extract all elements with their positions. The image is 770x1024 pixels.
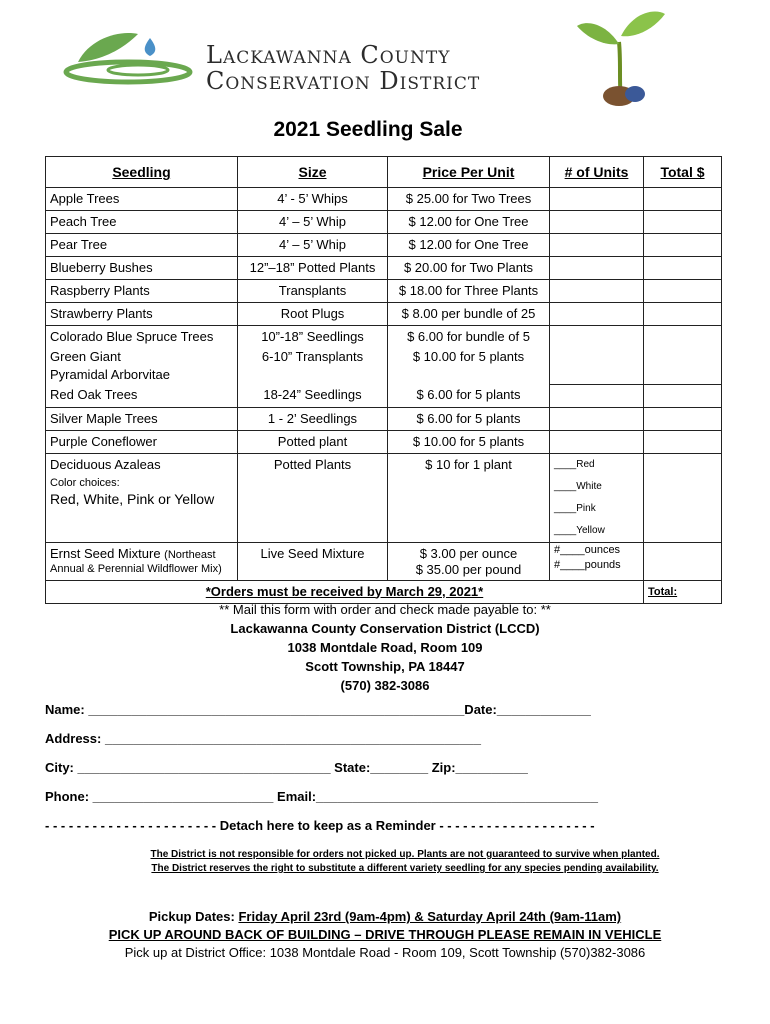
seedling-size: 1 - 2’ Seedlings: [238, 407, 388, 430]
units-red-field[interactable]: ____Red: [554, 458, 595, 470]
units-cell[interactable]: [550, 211, 644, 234]
seedling-size: Transplants: [238, 280, 388, 303]
seedling-price: $ 6.00 for bundle of 5: [407, 329, 530, 344]
pickup-location: Pick up at District Office: 1038 Montdale Road - Room 109, Scott Township (570)382-3086: [124, 945, 646, 960]
units-cell[interactable]: [550, 430, 644, 453]
color-units-cell[interactable]: [550, 453, 644, 542]
units-white-field[interactable]: ____White: [554, 480, 602, 492]
mail-note: ** Mail this form with order and check made payable to: **: [219, 602, 551, 617]
total-cell[interactable]: [644, 542, 722, 580]
pickup-label: Pickup Dates:: [148, 909, 239, 924]
table-row: [46, 234, 722, 257]
seedling-name: Green Giant: [50, 349, 121, 364]
seedling-size: Root Plugs: [238, 303, 388, 326]
seedling-name: Red Oak Trees: [46, 384, 238, 407]
seedling-size: 4’ - 5’ Whips: [238, 188, 388, 211]
total-cell[interactable]: [644, 280, 722, 303]
seedling-name: Ernst Seed Mixture: [50, 545, 161, 561]
detach-line: - - - - - - - - - - - - - - - - - - - - - - Detach here to keep as a Reminder - - - - - - - - - - - - - - - - - - - -: [45, 818, 595, 833]
district-logo: [60, 28, 520, 100]
seedling-size: 4’ – 5’ Whip: [238, 234, 388, 257]
total-cell[interactable]: [644, 303, 722, 326]
seedling-size-cell: [238, 326, 388, 385]
payee: Lackawanna County Conservation District (LCCD): [230, 621, 540, 636]
phone-email-field[interactable]: Phone: _________________________ Email:_______________________________________: [45, 789, 599, 804]
page-title: 2021 Seedling Sale: [273, 118, 463, 141]
seedling-size: 12”–18” Potted Plants: [238, 257, 388, 280]
seedling-name: Peach Tree: [46, 211, 238, 234]
seedling-size: Potted plant: [238, 430, 388, 453]
seedling-price: $ 35.00 per pound: [415, 561, 522, 577]
city-state-zip-field[interactable]: City: ___________________________________ State:________ Zip:__________: [45, 760, 528, 775]
total-cell[interactable]: [644, 326, 722, 385]
seedling-price: $ 6.00 for 5 plants: [388, 384, 550, 407]
table-row: [46, 384, 722, 407]
total-cell[interactable]: [644, 211, 722, 234]
units-cell[interactable]: [550, 384, 644, 407]
seedling-name-cell: [46, 326, 238, 385]
pickup-dates: Friday April 23rd (9am-4pm) & Saturday April 24th (9am-11am): [238, 909, 622, 924]
table-row: [46, 211, 722, 234]
disclaimer-line1: The District is not responsible for orders not picked up. Plants are not guaranteed to survive when planted.: [150, 849, 660, 860]
disclaimer-line2: The District reserves the right to substitute a different variety seedling for any species pending availability.: [151, 863, 659, 874]
seed-note-line2: Annual & Perennial Wildflower Mix): [50, 562, 222, 575]
pickup-info: [0, 908, 770, 962]
total-cell[interactable]: [644, 407, 722, 430]
table-row-seed-mix: [46, 542, 722, 580]
table-row-azaleas: [46, 453, 722, 542]
seedling-name-cell: [46, 453, 238, 542]
table-row: [46, 326, 722, 385]
units-cell[interactable]: [550, 257, 644, 280]
seedling-size: Live Seed Mixture: [238, 542, 388, 580]
seedling-name: Raspberry Plants: [46, 280, 238, 303]
org-name-line2: Conservation District: [206, 67, 481, 95]
units-cell[interactable]: [550, 303, 644, 326]
units-cell[interactable]: [550, 280, 644, 303]
seedling-price: $ 3.00 per ounce: [419, 545, 518, 561]
address-street: 1038 Montdale Road, Room 109: [287, 640, 483, 655]
seedling-price: $ 12.00 for One Tree: [388, 234, 550, 257]
seedling-price: $ 10.00 for 5 plants: [388, 430, 550, 453]
seedling-name: Blueberry Bushes: [46, 257, 238, 280]
table-row: [46, 188, 722, 211]
units-pounds-field[interactable]: #____pounds: [554, 558, 621, 571]
seedling-size: 10”-18” Seedlings: [261, 329, 364, 344]
seedling-name: Purple Coneflower: [46, 430, 238, 453]
seedling-size: 18-24” Seedlings: [238, 384, 388, 407]
col-header-total: Total $: [644, 157, 722, 188]
seedling-name: Strawberry Plants: [46, 303, 238, 326]
seedling-name: Apple Trees: [46, 188, 238, 211]
seed-units-cell[interactable]: [550, 542, 644, 580]
table-row: [46, 257, 722, 280]
color-choices-label: Color choices:: [50, 476, 120, 489]
table-row: [46, 430, 722, 453]
seedling-name-line2: Pyramidal Arborvitae: [50, 367, 170, 382]
seedling-price: $ 18.00 for Three Plants: [388, 280, 550, 303]
seedling-price: $ 20.00 for Two Plants: [388, 257, 550, 280]
seedling-price: $ 12.00 for One Tree: [388, 211, 550, 234]
seedling-name-cell: [46, 542, 238, 580]
seedling-size: 6-10” Transplants: [261, 349, 364, 364]
leaf-water-logo-icon: [60, 28, 200, 88]
seedling-name: Silver Maple Trees: [46, 407, 238, 430]
table-row: [46, 407, 722, 430]
mailing-instructions: [0, 600, 770, 695]
order-deadline: *Orders must be received by March 29, 2021*: [46, 580, 644, 603]
customer-info-form: [45, 702, 598, 818]
units-cell[interactable]: [550, 407, 644, 430]
address-city: Scott Township, PA 18447: [305, 659, 465, 674]
seedling-name: Pear Tree: [46, 234, 238, 257]
total-cell[interactable]: [644, 234, 722, 257]
col-header-units: # of Units: [550, 157, 644, 188]
units-yellow-field[interactable]: ____Yellow: [554, 524, 605, 536]
seedling-price: $ 6.00 for 5 plants: [388, 407, 550, 430]
col-header-size: Size: [238, 157, 388, 188]
seedling-price: $ 25.00 for Two Trees: [388, 188, 550, 211]
disclaimer: [60, 848, 750, 876]
total-cell[interactable]: [644, 453, 722, 542]
units-cell[interactable]: [550, 234, 644, 257]
seedling-order-table: [45, 156, 722, 604]
seedling-price: $ 10 for 1 plant: [388, 453, 550, 542]
seedling-size: Potted Plants: [238, 453, 388, 542]
seedling-price-cell: [388, 542, 550, 580]
seedling-sprout-image: [575, 2, 667, 110]
table-header-row: [46, 157, 722, 188]
units-pink-field[interactable]: ____Pink: [554, 502, 596, 514]
units-cell[interactable]: [550, 326, 644, 385]
col-header-price: Price Per Unit: [388, 157, 550, 188]
phone-number: (570) 382-3086: [340, 678, 430, 693]
total-cell[interactable]: [644, 430, 722, 453]
seedling-price: $ 10.00 for 5 plants: [412, 349, 525, 364]
pickup-instructions: PICK UP AROUND BACK OF BUILDING – DRIVE THROUGH PLEASE REMAIN IN VEHICLE: [108, 927, 662, 942]
total-cell[interactable]: [644, 257, 722, 280]
name-date-field[interactable]: Name: ____________________________________________________Date:_____________: [45, 702, 591, 717]
address-field[interactable]: Address: ____________________________________________________: [45, 731, 481, 746]
seed-note: (Northeast: [164, 548, 216, 561]
org-name: [206, 42, 480, 94]
grand-total-field[interactable]: Total:: [644, 580, 722, 603]
seedling-size: 4’ – 5’ Whip: [238, 211, 388, 234]
seedling-price-cell: [388, 326, 550, 385]
col-header-seedling: Seedling: [46, 157, 238, 188]
total-cell[interactable]: [644, 188, 722, 211]
total-cell[interactable]: [644, 384, 722, 407]
seedling-name: Colorado Blue Spruce Trees: [50, 329, 214, 344]
table-row: [46, 280, 722, 303]
seedling-price: $ 8.00 per bundle of 25: [388, 303, 550, 326]
units-cell[interactable]: [550, 188, 644, 211]
seedling-name: Deciduous Azaleas: [50, 456, 161, 472]
color-choices: Red, White, Pink or Yellow: [50, 490, 215, 507]
org-name-line1: Lackawanna County: [206, 41, 451, 69]
units-ounces-field[interactable]: #____ounces: [554, 543, 621, 556]
table-row: [46, 303, 722, 326]
